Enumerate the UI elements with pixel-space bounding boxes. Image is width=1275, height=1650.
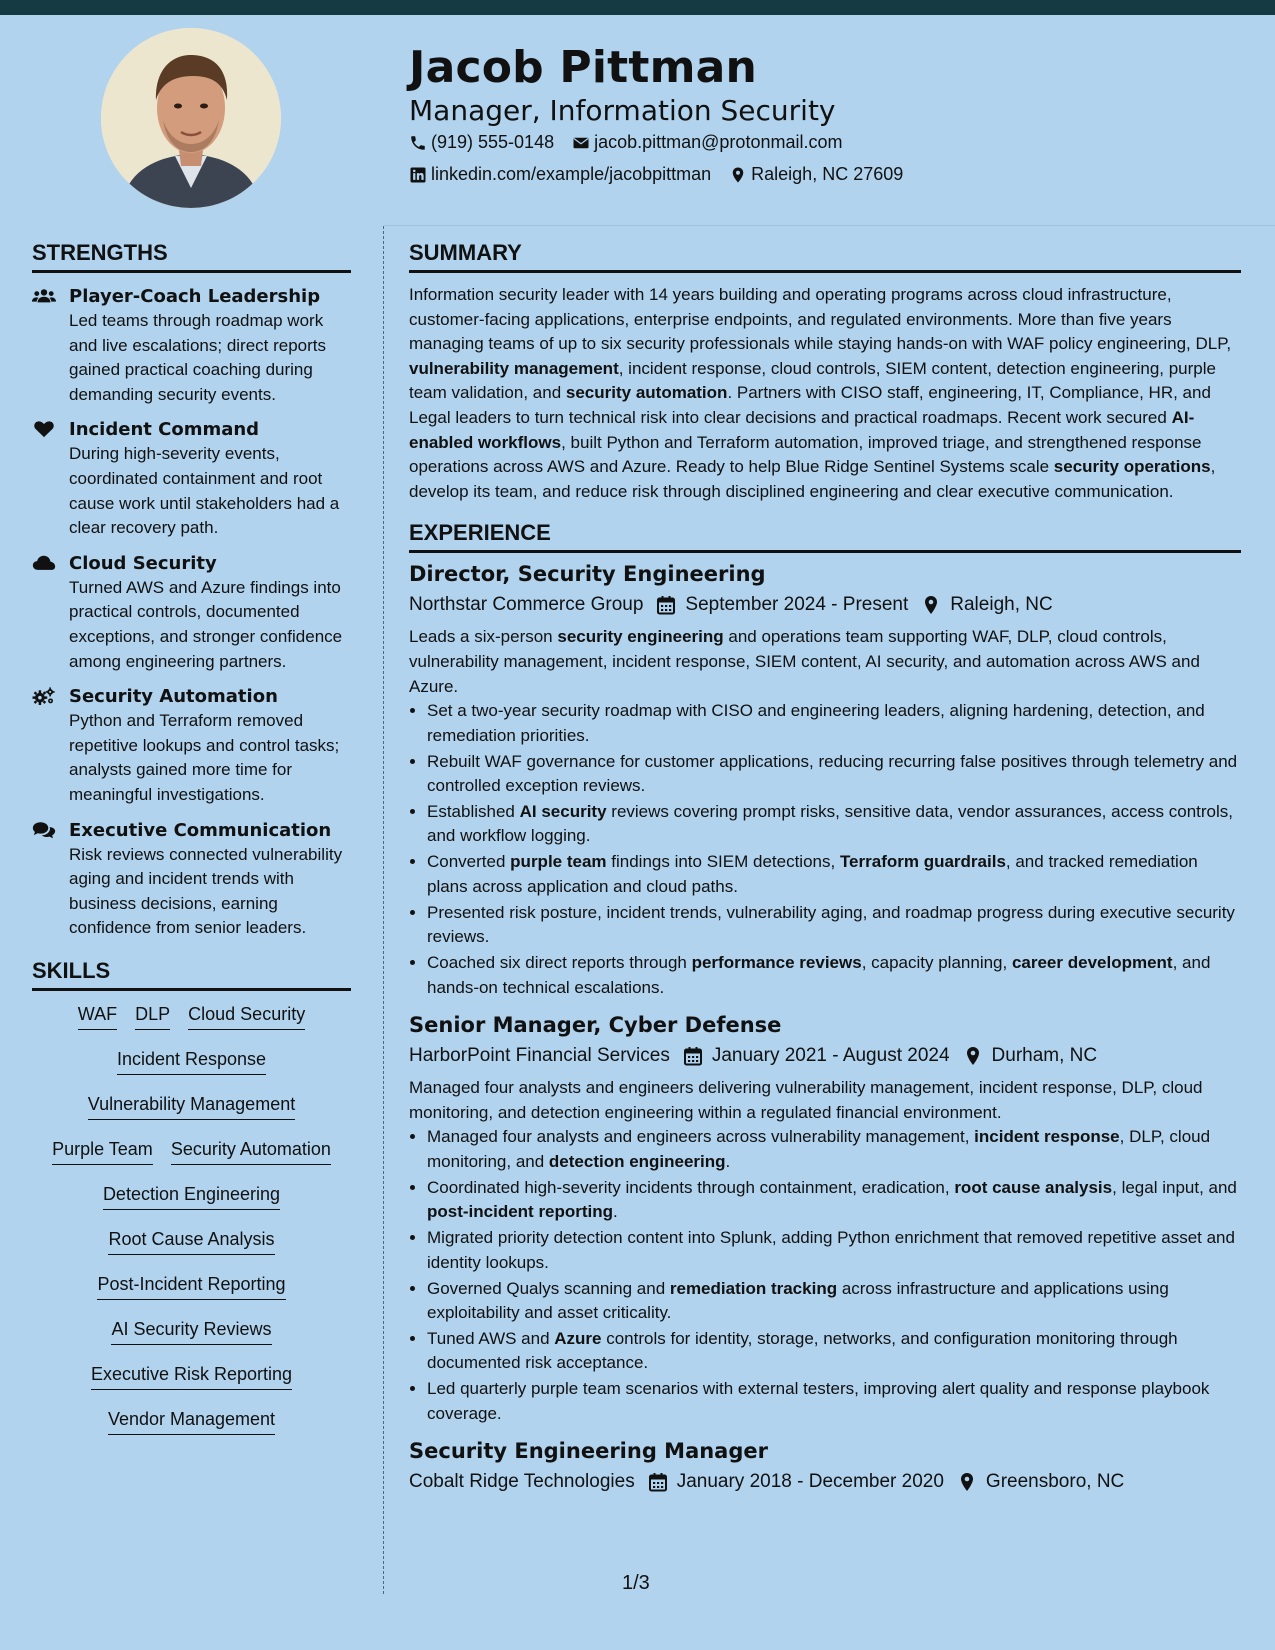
strengths-heading: STRENGTHS bbox=[32, 240, 351, 273]
job-location: Raleigh, NC bbox=[950, 594, 1053, 616]
column-divider bbox=[383, 226, 384, 1594]
gears-icon bbox=[32, 685, 56, 707]
candidate-title: Manager, Information Security bbox=[409, 94, 836, 127]
job-description: Managed four analysts and engineers delivering vulnerability management, incident response, DLP, cloud monitoring, and detection engineering within a regulated financial environment. bbox=[409, 1078, 1203, 1122]
job-bullet: • Rebuilt WAF governance for customer applications, reducing recurring false positives through telemetry and controlled exception reviews. bbox=[427, 750, 1241, 799]
skill-row bbox=[32, 1273, 351, 1318]
location-item bbox=[729, 164, 903, 185]
skill-row bbox=[32, 1093, 351, 1138]
strength-description: During high-severity events, coordinated containment and root cause work until stakeholders had a clear recovery path. bbox=[69, 444, 340, 538]
strength-description: Led teams through roadmap work and live escalations; direct reports gained practical coaching during demanding security events. bbox=[69, 311, 327, 404]
job-description: Leads a six-person security engineering and operations team supporting WAF, DLP, cloud controls, vulnerability management, incident response, SIEM content, AI security, and automation across AWS and Azure. bbox=[409, 627, 1200, 696]
job-bullet: • Governed Qualys scanning and remediation tracking across infrastructure and applications using exploitability and asset criticality. bbox=[427, 1277, 1241, 1326]
strength-description: Python and Terraform removed repetitive lookups and control tasks; analysts gained more time for meaningful investigations. bbox=[69, 711, 340, 804]
strength-title: Security Automation bbox=[69, 686, 278, 708]
strength-item bbox=[32, 685, 351, 807]
job-company: Northstar Commerce Group bbox=[409, 594, 644, 616]
strength-description: Risk reviews connected vulnerability aging and incident trends with business decisions, earning confidence from senior leaders. bbox=[69, 844, 343, 938]
strength-item bbox=[32, 819, 351, 941]
job-meta bbox=[409, 592, 1241, 618]
skill-row bbox=[32, 1138, 351, 1183]
skills-list bbox=[32, 1003, 351, 1453]
job-bullet: • Coached six direct reports through performance reviews, capacity planning, career development, and hands-on technical escalations. bbox=[427, 951, 1241, 1000]
job-location: Durham, NC bbox=[991, 1045, 1098, 1067]
linkedin-icon bbox=[409, 166, 427, 184]
skill-row bbox=[32, 1408, 351, 1453]
map-pin-icon bbox=[729, 166, 747, 184]
phone-text: (919) 555-0148 bbox=[431, 132, 555, 152]
job-company: HarborPoint Financial Services bbox=[409, 1045, 670, 1067]
job-bullet: • Established AI security reviews covering prompt risks, sensitive data, vendor assurances, access controls, and workflow logging. bbox=[427, 800, 1241, 849]
top-accent-bar bbox=[0, 0, 1275, 15]
calendar-icon bbox=[683, 1046, 703, 1066]
job-bullet: • Converted purple team findings into SIEM detections, Terraform guardrails, and tracked remediation plans across application and cloud paths. bbox=[427, 850, 1241, 899]
strength-title: Incident Command bbox=[69, 419, 260, 441]
job-bullet: • Migrated priority detection content into Splunk, adding Python enrichment that removed repetitive asset and identity lookups. bbox=[427, 1226, 1241, 1275]
job-location: Greensboro, NC bbox=[985, 1471, 1125, 1493]
skill-tag: Vendor Management bbox=[108, 1408, 275, 1435]
map-pin-icon bbox=[963, 1046, 983, 1066]
skill-tag: Post-Incident Reporting bbox=[97, 1273, 285, 1300]
cloud-icon bbox=[32, 552, 56, 574]
skill-tag: Detection Engineering bbox=[103, 1183, 280, 1210]
strength-item bbox=[32, 552, 351, 674]
comments-icon bbox=[32, 819, 56, 841]
skill-tag: Purple Team bbox=[52, 1138, 153, 1165]
job-dates: September 2024 - Present bbox=[685, 594, 909, 616]
profile-photo bbox=[101, 28, 281, 208]
map-pin-icon bbox=[921, 595, 941, 615]
job-entry bbox=[409, 561, 1241, 1000]
header-divider bbox=[384, 225, 1275, 226]
heart-icon bbox=[32, 418, 56, 440]
strength-item bbox=[32, 285, 351, 407]
summary-text: Information security leader with 14 years building and operating programs across cloud infrastructure, customer-facing applications, enterprise endpoints, and regulated environments. More than five years managing teams of up to six security professionals while staying hands-on with WAF policy engineering, DLP, vulnerability management, incident response, cloud controls, SIEM content, detection engineering, purple team validation, and security automation. Partners with CISO staff, engineering, IT, Compliance, HR, and Legal leaders to turn technical risk into clear decisions and practical roadmaps. Recent work secured AI-enabled workflows, built Python and Terraform automation, improved triage, and strengthened response operations across AWS and Azure. Ready to help Blue Ridge Sentinel Systems scale security operations, develop its team, and reduce risk through disciplined engineering and clear executive communication. bbox=[409, 285, 1232, 501]
skill-tag: Cloud Security bbox=[188, 1003, 305, 1030]
skill-row bbox=[32, 1048, 351, 1093]
skill-tag: Root Cause Analysis bbox=[108, 1228, 274, 1255]
contact-row-1 bbox=[409, 132, 860, 153]
linkedin-text: linkedin.com/example/jacobpittman bbox=[431, 164, 712, 184]
skill-row bbox=[32, 1318, 351, 1363]
strengths-list bbox=[32, 285, 351, 941]
strength-title: Player-Coach Leadership bbox=[69, 286, 321, 307]
job-meta bbox=[409, 1043, 1241, 1069]
strength-title: Executive Communication bbox=[69, 819, 332, 841]
skill-tag: DLP bbox=[135, 1003, 170, 1030]
job-entry bbox=[409, 1012, 1241, 1426]
email-text: jacob.pittman@protonmail.com bbox=[594, 132, 843, 152]
skill-tag: Security Automation bbox=[171, 1138, 331, 1165]
experience-heading: EXPERIENCE bbox=[409, 520, 1241, 553]
strength-item bbox=[32, 418, 351, 540]
location-text: Raleigh, NC 27609 bbox=[751, 164, 904, 184]
calendar-icon bbox=[648, 1472, 668, 1492]
job-bullet: • Managed four analysts and engineers across vulnerability management, incident response, DLP, cloud monitoring, and detection engineering. bbox=[427, 1125, 1241, 1174]
skill-tag: AI Security Reviews bbox=[111, 1318, 271, 1345]
job-title: Security Engineering Manager bbox=[409, 1439, 768, 1464]
skill-tag: Vulnerability Management bbox=[88, 1093, 295, 1120]
left-column bbox=[32, 240, 351, 1453]
calendar-icon bbox=[656, 595, 676, 615]
linkedin-item[interactable] bbox=[409, 164, 711, 185]
skill-tag: Executive Risk Reporting bbox=[91, 1363, 292, 1390]
job-bullet: • Tuned AWS and Azure controls for identity, storage, networks, and configuration monitoring through documented risk acceptance. bbox=[427, 1327, 1241, 1376]
skill-row bbox=[32, 1183, 351, 1228]
job-meta bbox=[409, 1469, 1241, 1495]
job-title: Senior Manager, Cyber Defense bbox=[409, 1013, 782, 1038]
strength-title: Cloud Security bbox=[69, 552, 217, 574]
job-bullets bbox=[409, 699, 1241, 1000]
job-bullets bbox=[409, 1125, 1241, 1426]
right-column bbox=[409, 240, 1241, 1495]
email-item[interactable] bbox=[572, 132, 842, 153]
map-pin-icon bbox=[957, 1472, 977, 1492]
job-entry bbox=[409, 1438, 1241, 1495]
job-title: Director, Security Engineering bbox=[409, 562, 766, 587]
skills-heading: SKILLS bbox=[32, 958, 351, 991]
job-bullet: • Coordinated high-severity incidents through containment, eradication, root cause analysis, legal input, and post-incident reporting. bbox=[427, 1176, 1241, 1225]
job-dates: January 2018 - December 2020 bbox=[676, 1471, 944, 1493]
phone-icon bbox=[409, 134, 427, 152]
candidate-name: Jacob Pittman bbox=[409, 42, 758, 93]
envelope-icon bbox=[572, 134, 590, 152]
job-company: Cobalt Ridge Technologies bbox=[409, 1471, 635, 1493]
summary-heading: SUMMARY bbox=[409, 240, 1241, 273]
strength-description: Turned AWS and Azure findings into practical controls, documented exceptions, and stronger confidence among engineering partners. bbox=[69, 577, 343, 671]
skill-row bbox=[32, 1363, 351, 1408]
skill-row bbox=[32, 1228, 351, 1273]
page-number: 1/3 bbox=[622, 1572, 650, 1594]
contact-row-2 bbox=[409, 164, 921, 185]
users-icon bbox=[32, 285, 56, 307]
job-bullet: • Presented risk posture, incident trends, vulnerability aging, and roadmap progress during executive security reviews. bbox=[427, 901, 1241, 950]
job-dates: January 2021 - August 2024 bbox=[711, 1045, 950, 1067]
job-bullet: • Set a two-year security roadmap with CISO and engineering leaders, aligning hardening, detection, and remediation priorities. bbox=[427, 699, 1241, 748]
skill-tag: Incident Response bbox=[117, 1048, 266, 1075]
skill-tag: WAF bbox=[78, 1003, 117, 1030]
skill-row bbox=[32, 1003, 351, 1048]
job-bullet: • Led quarterly purple team scenarios with external testers, improving alert quality and response playbook coverage. bbox=[427, 1377, 1241, 1426]
experience-list bbox=[409, 561, 1241, 1495]
phone-item[interactable] bbox=[409, 132, 554, 153]
